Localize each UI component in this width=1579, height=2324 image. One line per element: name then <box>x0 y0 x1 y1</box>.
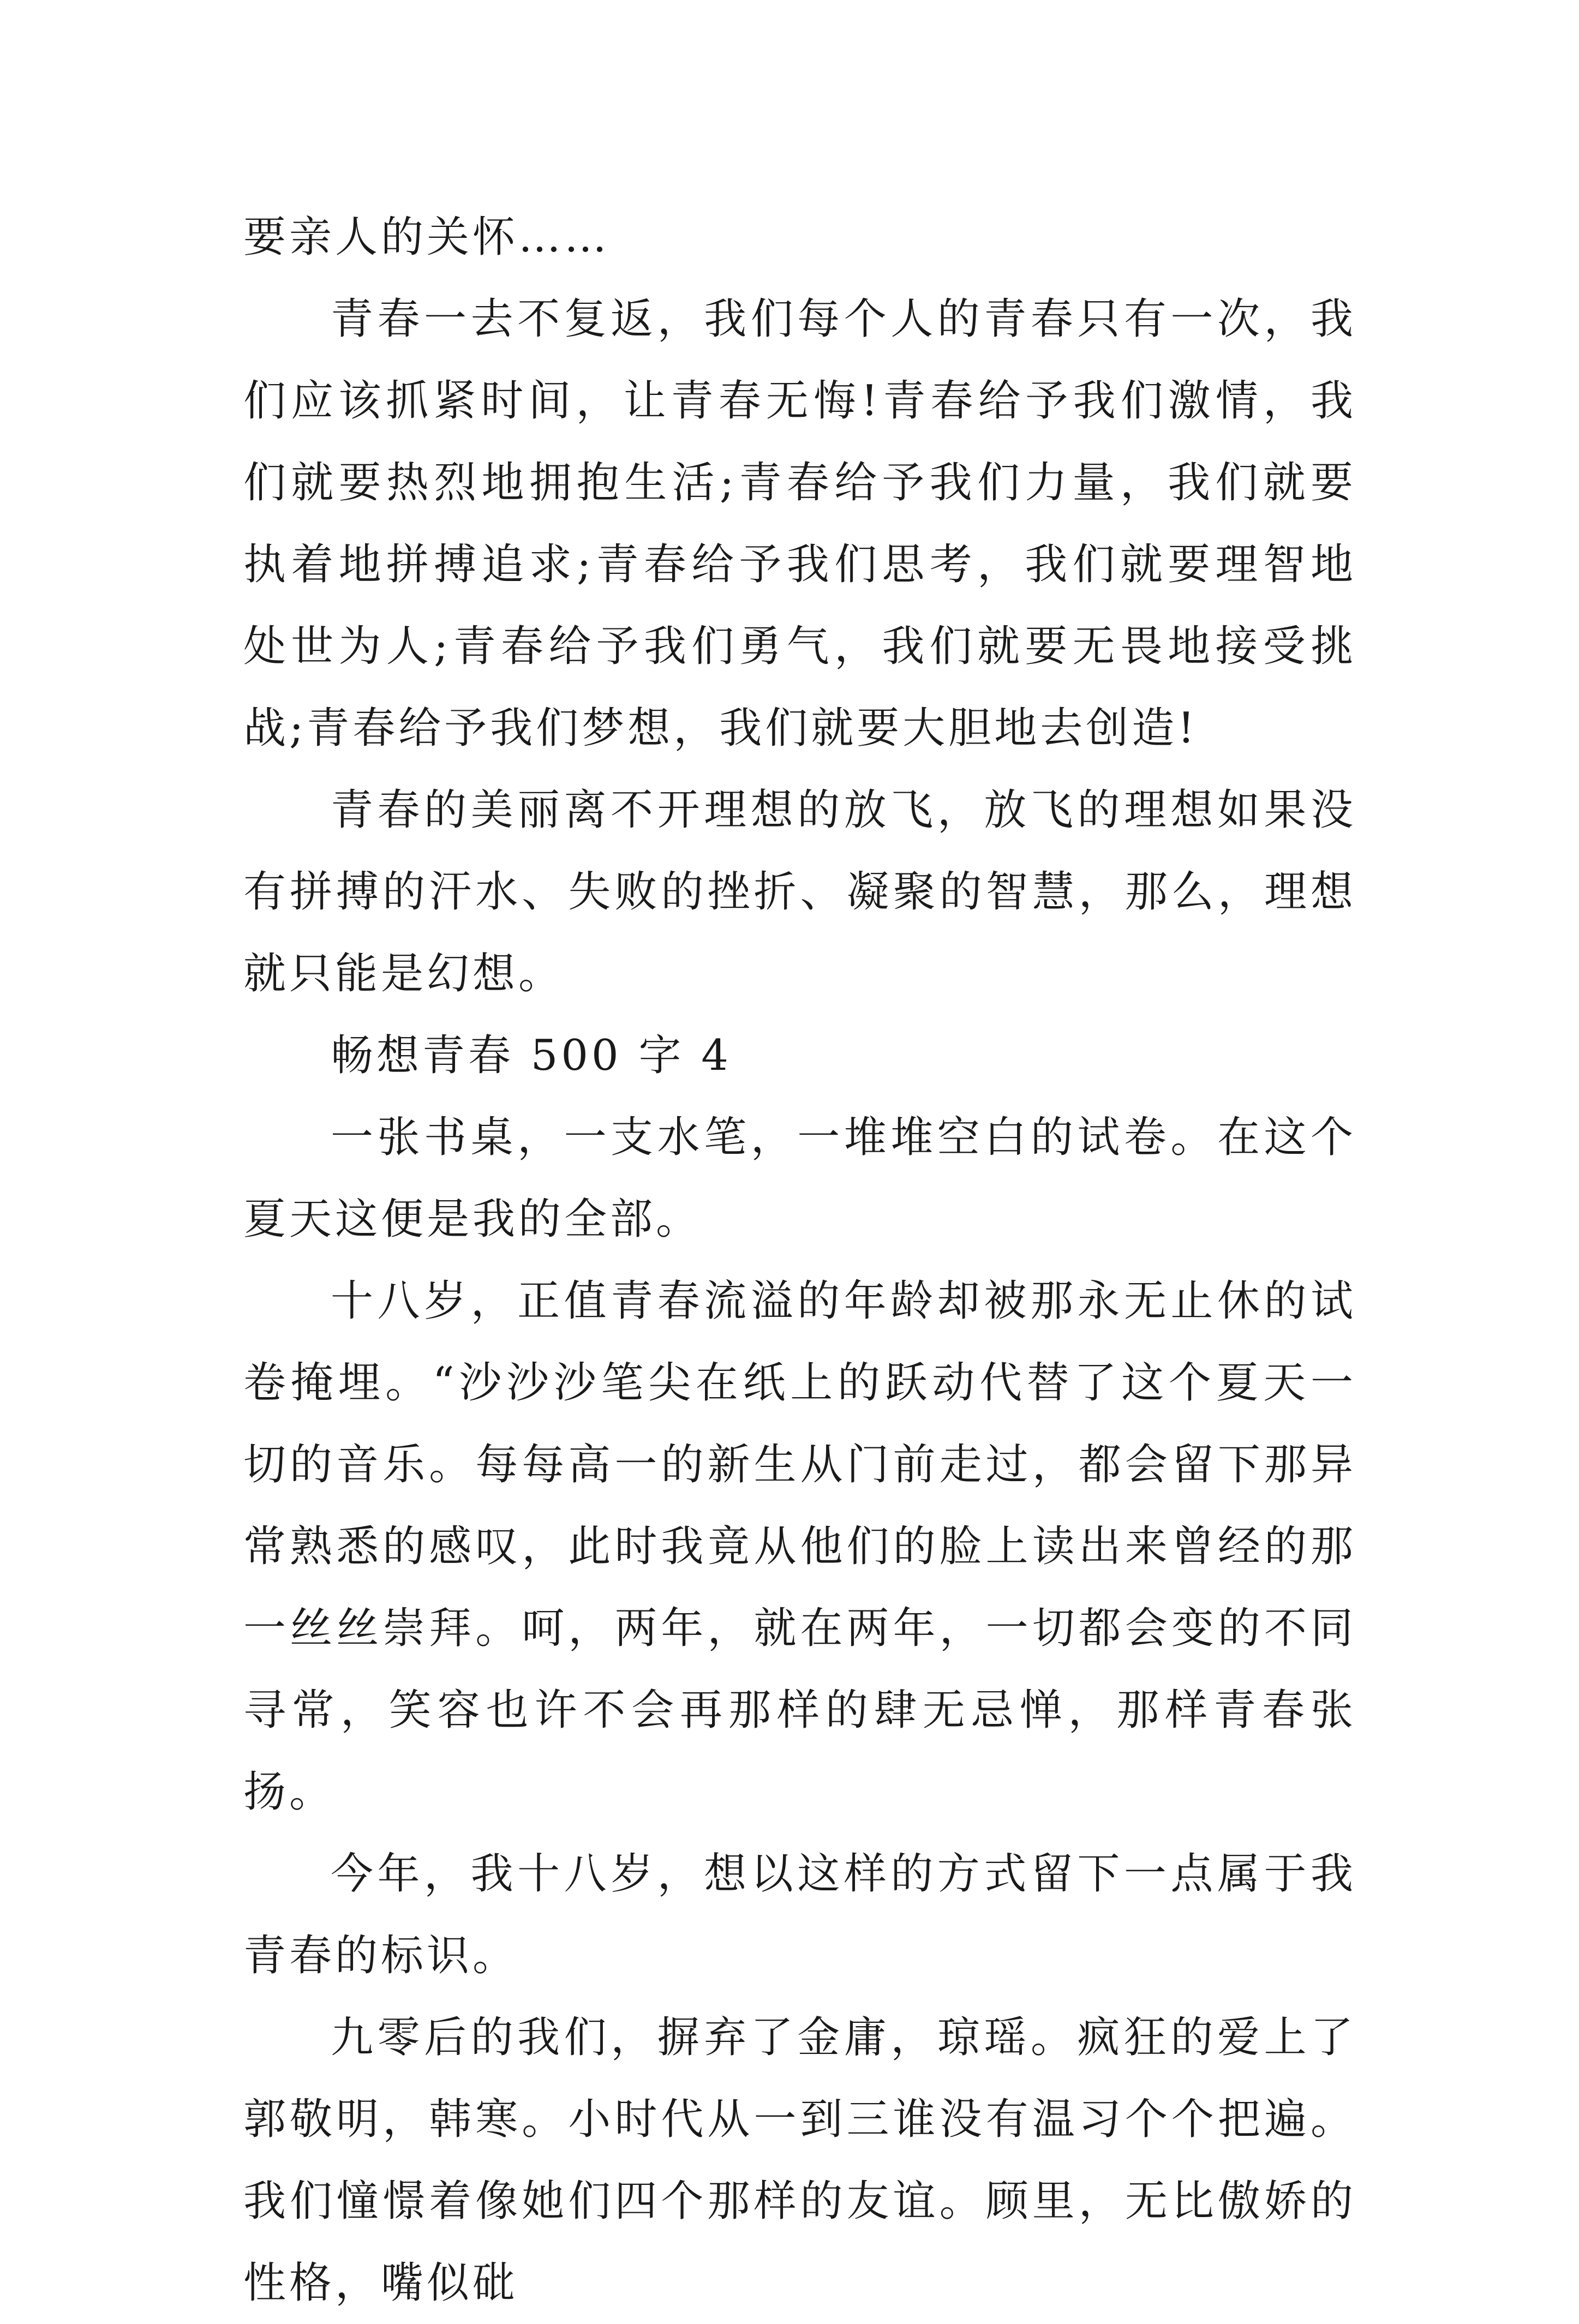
paragraph-continuation: 要亲人的关怀…… <box>243 213 611 262</box>
paragraph: 今年，我十八岁，想以这样的方式留下一点属于我青春的标识。 <box>243 1849 1356 1980</box>
paragraph: 十八岁，正值青春流溢的年龄却被那永无止休的试卷掩埋。“沙沙沙笔尖在纸上的跃动代替了这个夏天一切的音乐。每每高一的新生从门前走过，都会留下那异常熟悉的感叹，此时我竟从他们的脸上读出来曾经的那一丝丝崇拜。呵，两年，就在两年，一切都会变的不同寻常，笑容也许不会再那样的肆无忌惮，那样青春张扬。 <box>243 1277 1356 1817</box>
paragraph: 九零后的我们，摒弃了金庸，琼瑶。疯狂的爱上了郭敬明，韩寒。小时代从一到三谁没有温习个个把遍。我们憧憬着像她们四个那样的友谊。顾里，无比傲娇的性格，嘴似砒 <box>243 2013 1356 2308</box>
paragraph: 青春的美丽离不开理想的放飞，放飞的理想如果没有拼搏的汗水、失败的挫折、凝聚的智慧，那么，理想就只能是幻想。 <box>243 786 1356 998</box>
document-body <box>243 196 1356 2324</box>
paragraph: 一张书桌，一支水笔，一堆堆空白的试卷。在这个夏天这便是我的全部。 <box>243 1113 1356 1244</box>
paragraph: 青春一去不复返，我们每个人的青春只有一次，我们应该抓紧时间，让青春无悔!青春给予我们激情，我们就要热烈地拥抱生活;青春给予我们力量，我们就要执着地拼搏追求;青春给予我们思考，我们就要理智地处世为人;青春给予我们勇气，我们就要无畏地接受挑战;青春给予我们梦想，我们就要大胆地去创造! <box>243 295 1356 753</box>
section-heading: 畅想青春 500 字 4 <box>331 1031 732 1080</box>
